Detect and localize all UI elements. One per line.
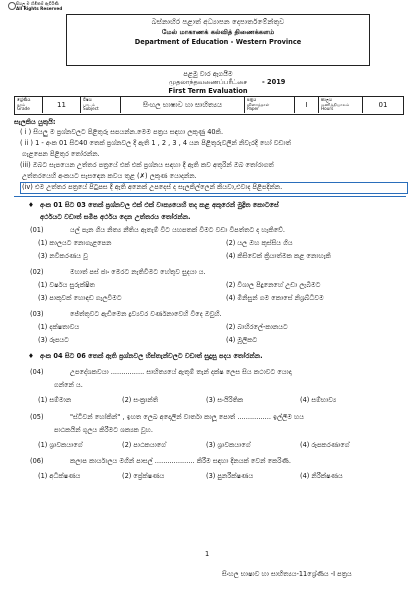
page-number: 1	[205, 550, 210, 558]
paper-label: පත්‍රය வினாத்தாள் Paper	[247, 97, 270, 112]
grade-value: 11	[57, 101, 66, 109]
q04-option-4: (4) සම්භාව්‍ය	[300, 396, 337, 404]
q05-option-4: (4) රූපකරණාගේ	[300, 441, 350, 449]
subject-value-cell	[121, 97, 245, 113]
q05-option-2: (2) පාඨකයාගේ	[122, 441, 167, 449]
copyright-english: All Rights Reserved	[16, 6, 63, 11]
paper-value: I	[305, 101, 308, 109]
q06-option-4: (4) නිරීක්ෂණය	[300, 472, 343, 480]
section2-heading: අංක 04 සිට 06 තෙක් ඇති ප්‍රශ්නවල හිස්තැන්වලට වඩාත් සුදුසු පදය තෝරන්න.	[40, 352, 263, 360]
q01-option-1: (1) කාලයට නොගැළපෙන	[38, 239, 112, 247]
section2-bullet: ♦	[28, 352, 34, 360]
q02-option-3: (3) පාකුවක් හොඳඩ ගැලවීමට	[38, 294, 122, 302]
q05-option-1: (1) ශ්‍රාවකයාගේ	[38, 441, 83, 449]
q03-option-1: (1) දක්ෂතාවය	[38, 323, 80, 331]
hours-value: 01	[378, 101, 388, 109]
note-1: ( i ) සියලු ම ප්‍රශ්නවලට පිළිතුරු සපයන්න.මෙම පත්‍රය සඳහා ලකුණු 40කි.	[20, 128, 224, 136]
note-2b: ගැළපෙන පිළිතුර තෝරන්න.	[22, 150, 100, 158]
q02-text: මහාත් පස් ජාං මෙරට නැතිවීමට හේතුව සුදයා ය.	[70, 268, 206, 276]
section1-bullet: ♦	[28, 201, 34, 209]
section1-heading-b: අර්ථයට වඩාත් සමීප අර්ථය දෙන උත්තරය තෝරන්න.	[40, 213, 191, 221]
eval-sinhala: පළමු වාර ඇගයීම	[183, 70, 233, 78]
notes-title: සැලකිය යුතුයි:	[14, 118, 56, 126]
grade-label-cell	[15, 97, 43, 113]
subject-label-cell	[81, 97, 121, 113]
q03-option-3: (3) රූපයට	[38, 336, 69, 344]
paper-label-cell	[245, 97, 295, 113]
q01-option-4: (4) කිසිවෙක් ක්‍රියාත්මක කළ නොහැකි	[226, 252, 331, 260]
q03-text: ජේත්තුවට ඇඩිමෙන ද්‍රව්‍යවර වර්ණනාවෙහි විදෙ ඔවුහි.	[70, 310, 222, 318]
q04-text-cont: ගන්නේ ය.	[54, 381, 83, 389]
section1-heading-a: අංක 01 සිට 03 තෙක් ප්‍රශ්නවල එක් එක් වාක්‍යයෙහි තද කළ අකුරෙන් මුද්‍රිත කොටසේ	[40, 201, 279, 209]
hours-label: කාලය மணித்தியாலம் Hours	[321, 97, 350, 112]
hours-value-cell	[363, 97, 403, 113]
q06-number: (06)	[30, 457, 44, 465]
eval-english: First Term Evaluation	[168, 87, 248, 95]
note-3a: (iii) ඔබට සැපයෙන උත්තර පත්‍රයේ එක් එක් ප්‍රශ්නය සඳහා දී ඇති කව අතුරින් ඔබ තෝරාගත්	[20, 161, 274, 169]
q06-option-2: (2) ප්‍රේක්ෂණය	[122, 472, 165, 480]
hours-label-cell	[319, 97, 363, 113]
copyright-sinhala: සියලු ම හිමිකම් ඇවිරිණි	[16, 1, 59, 6]
eval-tamil: முதலாந்தவணைப்பரீட்சை	[168, 78, 248, 86]
q02-option-1: (1) වර්ෂය සුරුක්ෂිත	[38, 281, 95, 289]
q06-text: කලාප කාර්යාලය මගින් පාසල් ................... කිරීම සඳහා දිනයක් වෙන් කෙරිණි.	[70, 457, 291, 465]
q06-option-3: (3) පුනරීක්ෂණය	[206, 472, 254, 480]
q05-text: "ස්ටීවන් හෝකින්" , ඉහත ලෙඛ අදෙලින් වාර්තා කාලූ පොත් ................ ඉල්ලීම හය	[70, 413, 304, 421]
note-2a: ( ii ) 1 - අංක 01 සිට40 තෙක් ප්‍රශ්නවල දී ඇති 1 , 2 , 3 , 4 යන පිළිතුරුවලින් නිවැරදි හෝ වඩාත්	[20, 139, 291, 147]
q01-text: යල් පැන ගිය නිත්‍ය නීතිය ඇතැම් විට යහපතක් වීමට වඩා විපත්තට ද හැකිවේ.	[70, 226, 286, 234]
q01-number: (01)	[30, 226, 44, 234]
q03-option-4: (4) මූලිකට	[226, 336, 258, 344]
q04-option-3: (3) සංයිරිතික	[206, 396, 244, 404]
q04-text: උපදේශකවයා ................ සාහිත්‍යයේ ඇතුම් තැන් දක්ෂ ලෙස සිය කථාවට යොදා	[70, 368, 292, 376]
q05-number: (05)	[30, 413, 44, 421]
footer-label: සිංහල භාෂාව හා සාහිත්‍යය-11ශ්‍රේණිය -I පත්‍රය	[222, 570, 352, 578]
q01-option-3: (3) නවීකරණය වූ	[38, 252, 88, 260]
header-tamil: மேல் மாகாணக் கல்வித் திணைக்களம்	[161, 28, 275, 36]
q05-text-cont: පාඨකයින් ගුලය කිරීමට ශක්‍යක වූහ.	[54, 426, 153, 434]
q04-option-1: (1) සම්මාන	[38, 396, 72, 404]
note-3b: උත්තරයෙහි අංකයට සැසඳෙන කවය තුළ (✗) ලකුණ යොදන්න.	[22, 172, 197, 180]
q01-option-2: (2) යල ඔහ කුස්සිය ගිය	[226, 239, 293, 247]
q03-number: (03)	[30, 310, 44, 318]
q04-option-2: (2) සංක්‍රාන්ති	[122, 396, 159, 404]
note-4-rule	[14, 196, 406, 197]
header-box	[66, 14, 370, 66]
q03-option-2: (2) බාහිරලේ-කානයට	[226, 323, 288, 331]
year: - 2019	[262, 78, 286, 86]
q04-number: (04)	[30, 368, 44, 376]
header-english: Department of Education - Western Province	[134, 38, 302, 46]
subject-value: සිංහල භාෂාව හා සාහිත්‍යය	[142, 101, 223, 109]
note-4: (iv) එම උත්තර පත්‍රයේ පිටුපස දී ඇති අනෙක් උපදෙස් ද සැලකිල්ලෙන් කියවා,එවාද පිළිපදින්න.	[22, 183, 283, 191]
header-sinhala: බස්නාහිර පළාත් අධ්‍යාපන දෙපාර්තමේන්තුව	[151, 17, 285, 26]
grade-label: ශ්‍රේණිය தரம் Grade	[17, 97, 31, 112]
q05-option-3: (3) ශ්‍රාවකයාගේ	[206, 441, 251, 449]
q02-option-2: (2) විශාල පිදුනෙහේ උඩා ලැබීමට	[226, 281, 321, 289]
q06-option-1: (1) අධීක්ෂණය	[38, 472, 81, 480]
q02-option-4: (4) මිනිසුන් ගම කොසේ නිශ්‍රබ්ධිවම	[226, 294, 324, 302]
subject-label: විෂය பாடம் Subject	[83, 97, 99, 112]
q02-number: (02)	[30, 268, 44, 276]
subject-table	[14, 96, 404, 115]
grade-value-cell	[43, 97, 81, 113]
logo-mark	[8, 2, 16, 10]
paper-value-cell	[295, 97, 319, 113]
